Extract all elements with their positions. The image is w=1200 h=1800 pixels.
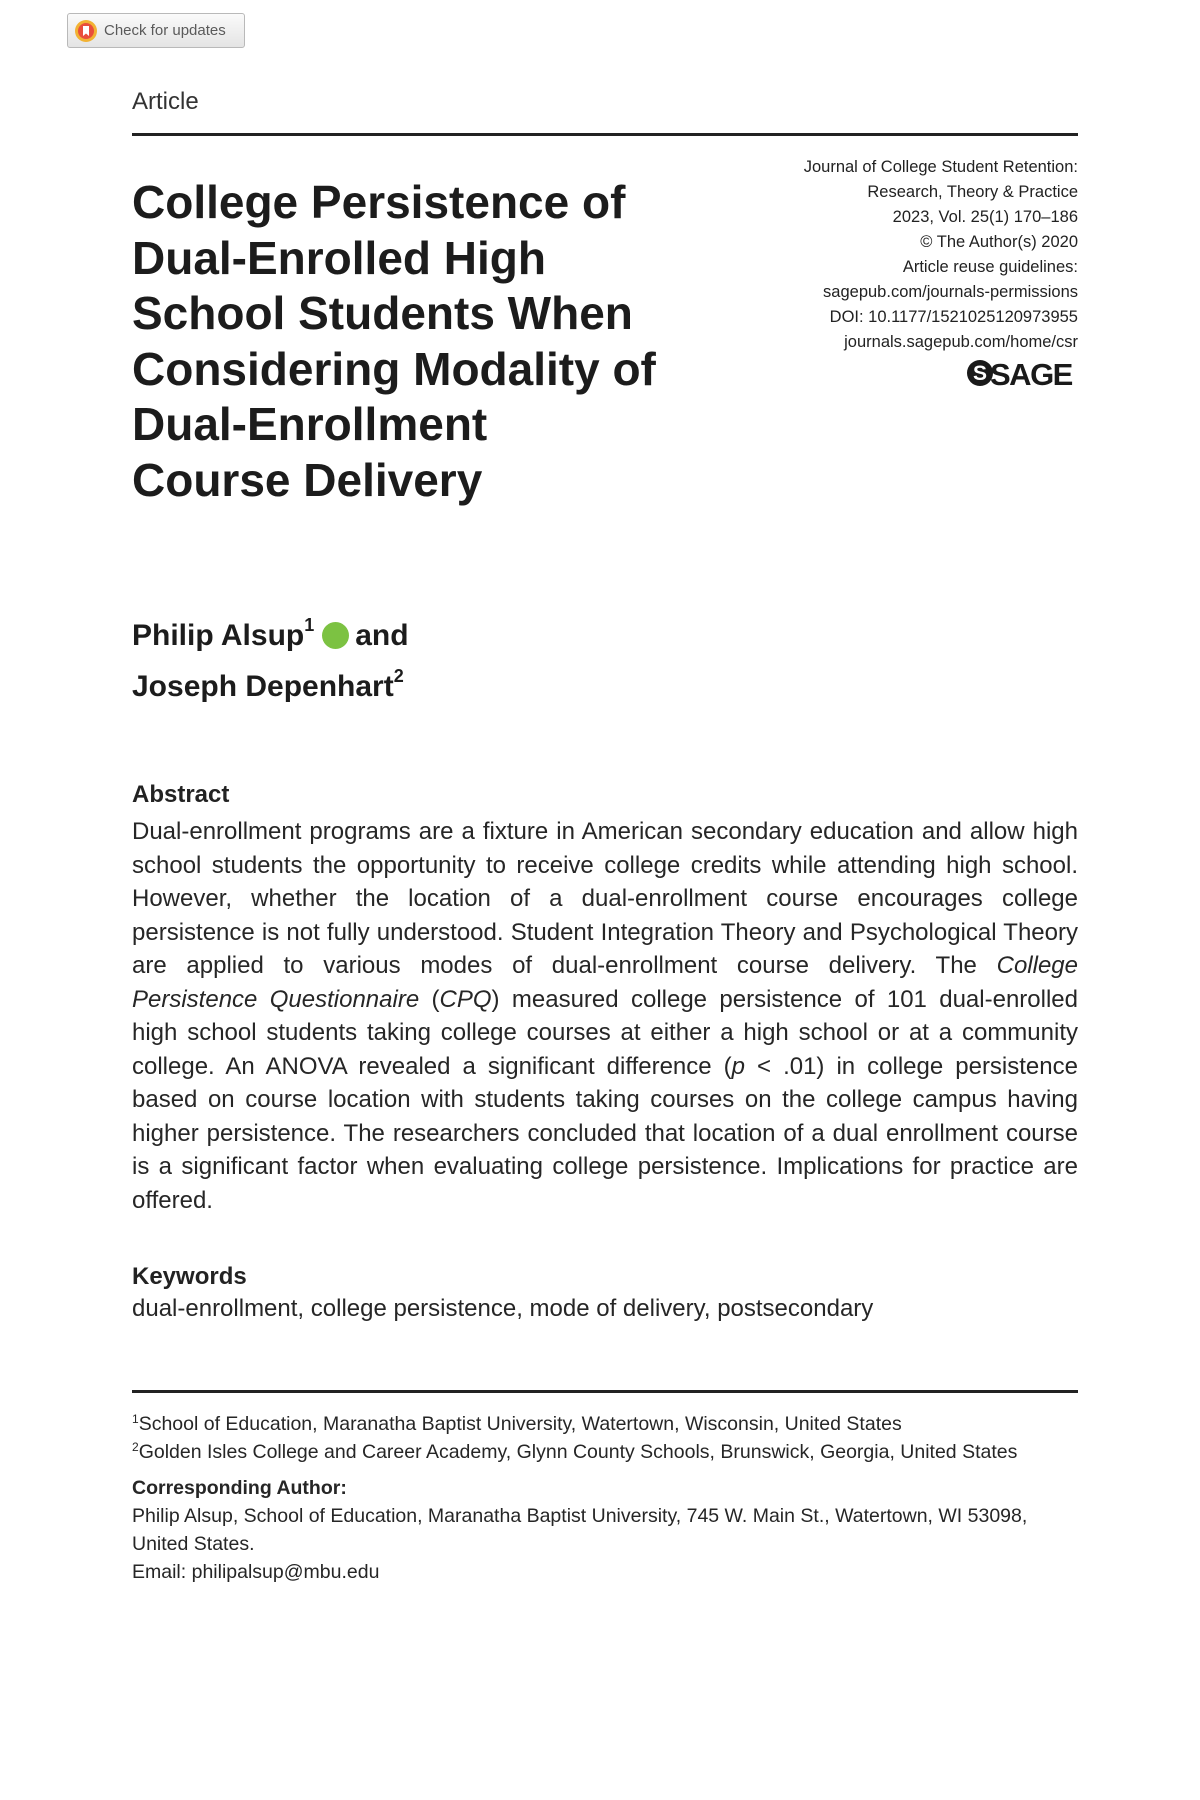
journal-name: Journal of College Student Retention: — [803, 158, 1078, 176]
volume-info: 2023, Vol. 25(1) 170–186 — [892, 208, 1078, 226]
author-connector: and — [355, 619, 409, 652]
check-for-updates-button[interactable] — [67, 13, 245, 48]
corresponding-country: United States. — [132, 1533, 255, 1555]
affiliation-marker: 1 — [304, 615, 315, 635]
abstract-text: Dual-enrollment programs are a fixture in American secondary education and allow high school students the opportunity to receive college credits while attending high school. However, whether the location of a dual-enrollment course encourages college persistence is not fully understood. Student Integration Theory and Psychological Theory are applied to various modes of dual-enrollment course delivery. The College Persistence Questionnaire (CPQ) measured college persistence of 101 dual-enrolled high school students taking college courses at either a high school or at a community college. An ANOVA revealed a significant difference (p < .01) in college persistence based on course location with students taking courses on the college campus having higher persistence. The researchers concluded that location of a dual enrollment course is a significant factor when evaluating college persistence. Implications for practice are offered. — [132, 818, 1078, 1214]
title-line: Considering Modality of — [132, 342, 656, 395]
title-line: Dual-Enrollment — [132, 398, 488, 450]
abstract-heading: Abstract — [132, 781, 230, 808]
doi[interactable]: DOI: 10.1177/1521025120973955 — [829, 308, 1078, 326]
sage-logo — [966, 355, 1078, 396]
keywords-list: dual-enrollment, college persistence, mode of delivery, postsecondary — [132, 1295, 874, 1322]
header-rule — [132, 133, 1078, 136]
affiliation-1: $^1$School of Education, Maranatha Baptist University, Watertown, Wisconsin, United States — [132, 1412, 902, 1435]
article-type-label: Article — [132, 88, 199, 115]
copyright: © The Author(s) 2020 — [920, 233, 1078, 251]
svg-text:S: S — [972, 362, 988, 385]
journal-subtitle: Research, Theory & Practice — [867, 183, 1078, 201]
author-list — [132, 605, 409, 707]
affiliation-2: $^2$Golden Isles College and Career Academy, Glynn County Schools, Brunswick, Georgia, United States — [132, 1440, 1018, 1463]
corresponding-email[interactable]: Email: philipalsup@mbu.edu — [132, 1561, 380, 1583]
journal-metadata — [658, 155, 1078, 355]
affiliation-marker: 2 — [393, 666, 404, 686]
keywords-heading: Keywords — [132, 1263, 247, 1290]
bookmark-icon — [72, 17, 100, 45]
journal-home-link[interactable]: journals.sagepub.com/home/csr — [844, 333, 1078, 351]
footnote-rule — [132, 1390, 1078, 1393]
orcid-icon[interactable] — [322, 622, 349, 649]
author-name: Joseph Depenhart — [132, 670, 394, 703]
corresponding-author-heading: Corresponding Author: — [132, 1477, 347, 1499]
corresponding-address: Philip Alsup, School of Education, Maranatha Baptist University, 745 W. Main St., Watertown, WI 53098, — [132, 1505, 1028, 1527]
reuse-label: Article reuse guidelines: — [902, 258, 1078, 276]
title-line: School Students When — [132, 287, 633, 339]
check-for-updates-label: Check for updates — [104, 22, 226, 39]
title-line: Dual-Enrolled High — [132, 231, 546, 284]
title-line: Course Delivery — [132, 453, 483, 506]
title-line: College Persistence of — [132, 176, 626, 228]
author-name: Philip Alsup — [132, 619, 305, 652]
reuse-link[interactable]: sagepub.com/journals-permissions — [823, 283, 1078, 301]
sage-logo-text: SAGE — [990, 357, 1072, 391]
